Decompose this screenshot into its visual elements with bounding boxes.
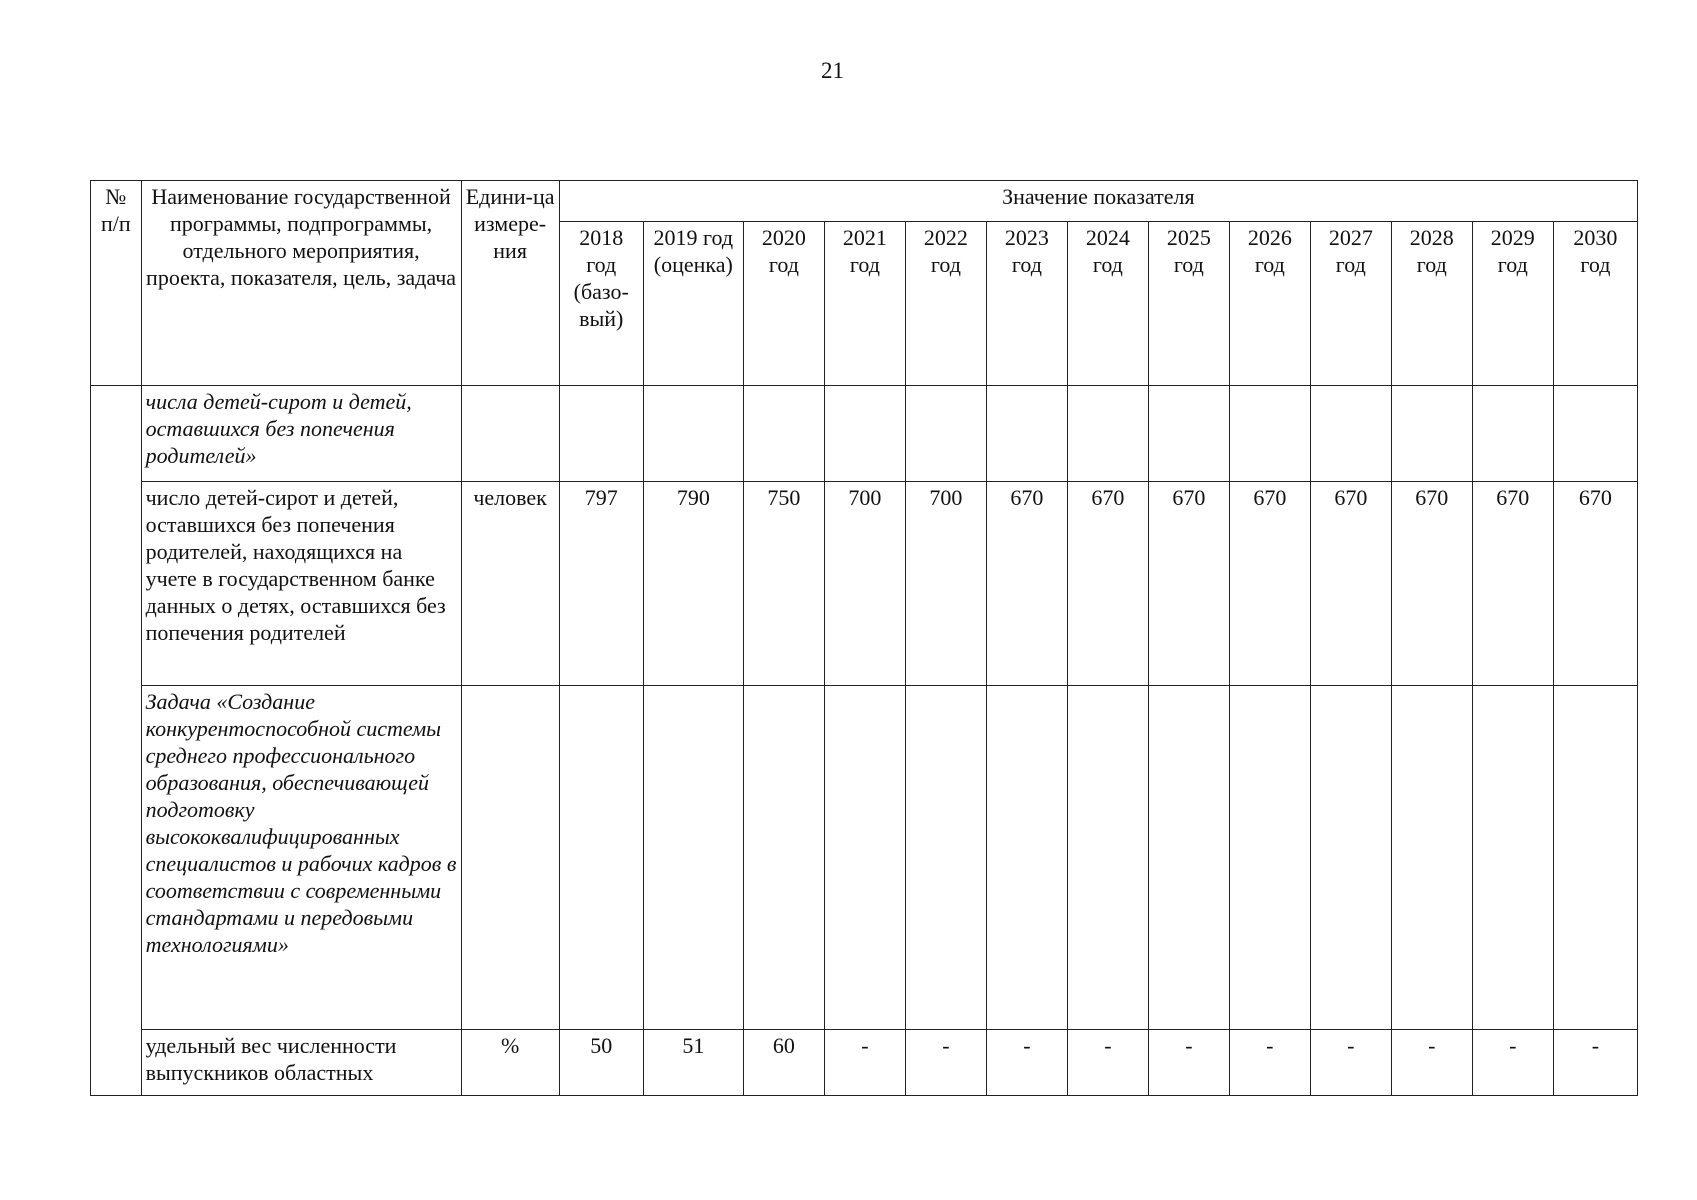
value-cell: 750: [743, 482, 824, 686]
row-name-cell: Задача «Создание конкурентоспособной системы среднего профессионального образования, обеспечивающей подготовку высококвалифицированных специалистов и рабочих кадров в соответствии с современными стандартами и передовыми технологиями»: [141, 686, 461, 1030]
value-cell: 670: [1553, 482, 1637, 686]
value-cell: [743, 686, 824, 1030]
value-cell: [1553, 386, 1637, 482]
value-cell: [986, 386, 1067, 482]
value-cell: [1472, 386, 1553, 482]
value-cell: 670: [1391, 482, 1472, 686]
header-year-2025: 2025 год: [1148, 222, 1229, 386]
table-body: [91, 386, 1638, 1096]
page-number: 21: [821, 58, 844, 83]
value-cell: [559, 686, 643, 1030]
value-cell: [1391, 386, 1472, 482]
row-unit-cell: [461, 386, 559, 482]
value-cell: [643, 386, 743, 482]
value-cell: 700: [905, 482, 986, 686]
value-cell: 60: [743, 1030, 824, 1096]
value-cell: 790: [643, 482, 743, 686]
value-cell: [559, 386, 643, 482]
value-cell: 797: [559, 482, 643, 686]
header-year-2027: 2027 год: [1310, 222, 1391, 386]
value-cell: [643, 686, 743, 1030]
value-cell: [1310, 386, 1391, 482]
table-row: [91, 1030, 1638, 1096]
indicators-table: [90, 180, 1638, 1096]
value-cell: [1148, 386, 1229, 482]
header-year-2018: 2018 год (базо-вый): [559, 222, 643, 386]
header-unit: Едини-ца измере-ния: [461, 181, 559, 386]
header-year-2023: 2023 год: [986, 222, 1067, 386]
header-year-2020: 2020 год: [743, 222, 824, 386]
value-cell: -: [1067, 1030, 1148, 1096]
header-year-2024: 2024 год: [1067, 222, 1148, 386]
value-cell: -: [824, 1030, 905, 1096]
row-unit-cell: %: [461, 1030, 559, 1096]
row-unit-cell: человек: [461, 482, 559, 686]
value-cell: 670: [986, 482, 1067, 686]
value-cell: [1472, 686, 1553, 1030]
value-cell: [1229, 686, 1310, 1030]
value-cell: -: [1229, 1030, 1310, 1096]
value-cell: -: [1472, 1030, 1553, 1096]
value-cell: [824, 386, 905, 482]
value-cell: -: [905, 1030, 986, 1096]
row-num-cell: [91, 386, 142, 1096]
header-name: Наименование государственной программы, подпрограммы, отдельного мероприятия, проекта, показателя, цель, задача: [141, 181, 461, 386]
header-value-group: Значение показателя: [559, 181, 1637, 222]
table-row: [91, 482, 1638, 686]
value-cell: [905, 686, 986, 1030]
table-row: [91, 386, 1638, 482]
value-cell: [905, 386, 986, 482]
value-cell: -: [1310, 1030, 1391, 1096]
header-year-2029: 2029 год: [1472, 222, 1553, 386]
header-year-2021: 2021 год: [824, 222, 905, 386]
header-num: № п/п: [91, 181, 142, 386]
value-cell: [1148, 686, 1229, 1030]
header-year-2022: 2022 год: [905, 222, 986, 386]
header-year-2030: 2030 год: [1553, 222, 1637, 386]
row-name-cell: число детей-сирот и детей, оставшихся без попечения родителей, находящихся на учете в государственном банке данных о детях, оставшихся без попечения родителей: [141, 482, 461, 686]
value-cell: 670: [1148, 482, 1229, 686]
value-cell: -: [1553, 1030, 1637, 1096]
value-cell: [1067, 686, 1148, 1030]
value-cell: [1310, 686, 1391, 1030]
value-cell: 670: [1310, 482, 1391, 686]
value-cell: 50: [559, 1030, 643, 1096]
value-cell: 51: [643, 1030, 743, 1096]
value-cell: [743, 386, 824, 482]
value-cell: [1229, 386, 1310, 482]
value-cell: 670: [1229, 482, 1310, 686]
value-cell: [1553, 686, 1637, 1030]
value-cell: 670: [1067, 482, 1148, 686]
row-name-cell: числа детей-сирот и детей, оставшихся без попечения родителей»: [141, 386, 461, 482]
table-header: [91, 181, 1638, 386]
value-cell: [824, 686, 905, 1030]
value-cell: [1391, 686, 1472, 1030]
value-cell: 700: [824, 482, 905, 686]
row-name-cell: удельный вес численности выпускников областных: [141, 1030, 461, 1096]
value-cell: -: [986, 1030, 1067, 1096]
header-year-2026: 2026 год: [1229, 222, 1310, 386]
value-cell: [1067, 386, 1148, 482]
header-year-2028: 2028 год: [1391, 222, 1472, 386]
value-cell: -: [1391, 1030, 1472, 1096]
value-cell: [986, 686, 1067, 1030]
value-cell: 670: [1472, 482, 1553, 686]
value-cell: -: [1148, 1030, 1229, 1096]
row-unit-cell: [461, 686, 559, 1030]
header-year-2019: 2019 год (оценка): [643, 222, 743, 386]
table-row: [91, 686, 1638, 1030]
